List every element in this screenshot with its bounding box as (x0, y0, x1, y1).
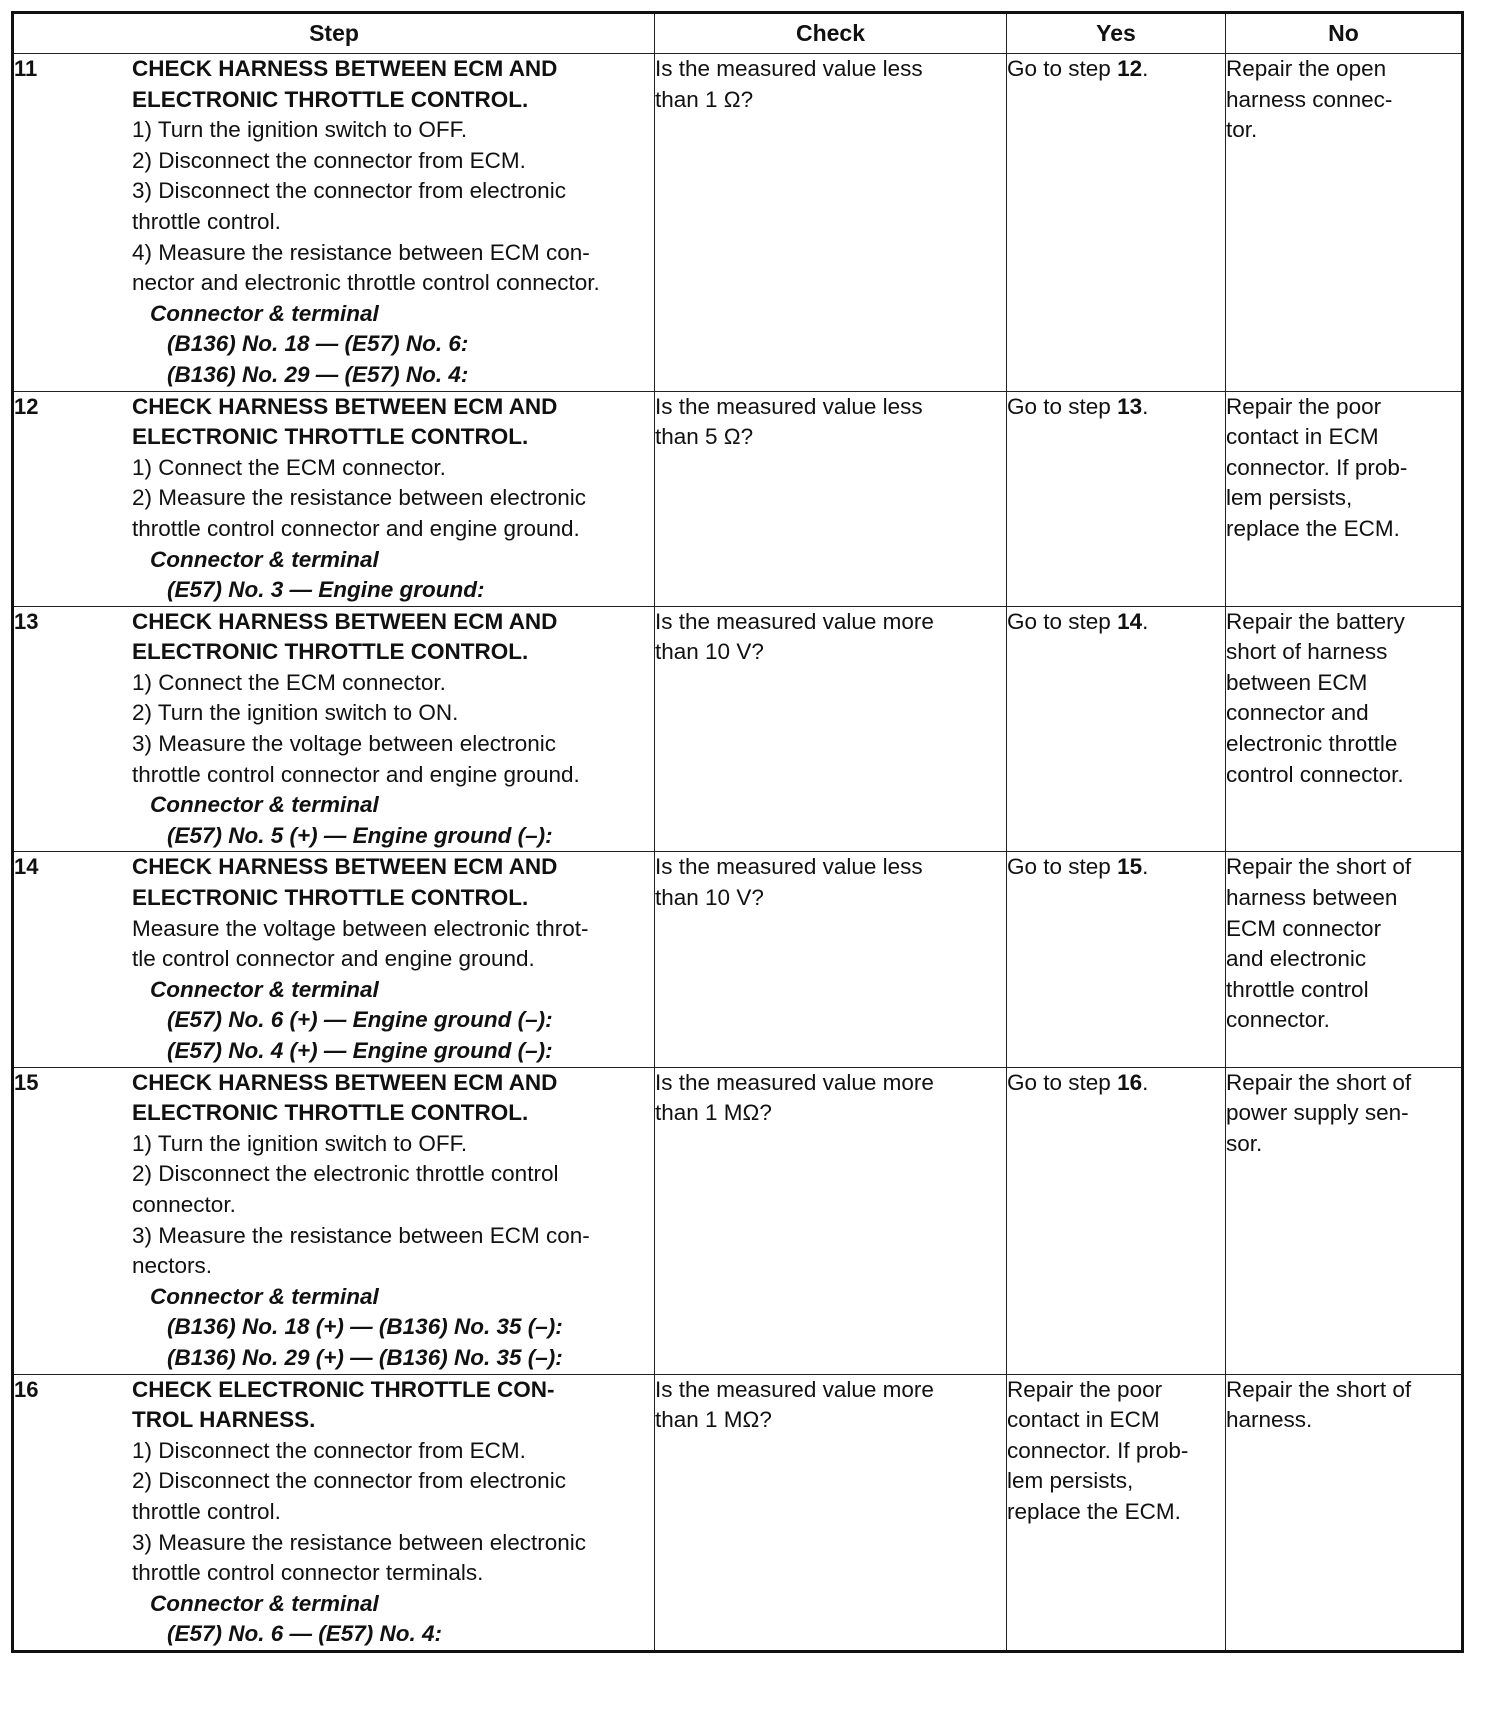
step-instruction-line: nectors. (132, 1253, 213, 1279)
no-line: contact in ECM (1226, 424, 1379, 450)
step-instruction-line: throttle control connector and engine ground. (132, 515, 580, 541)
step-number: 11 (14, 56, 38, 81)
yes-line (1007, 607, 1225, 638)
step-content (14, 392, 654, 606)
yes-cell (1007, 54, 1226, 392)
connector-terminal-item: (B136) No. 18 (+) — (B136) No. 35 (–): (167, 1314, 563, 1340)
step-title-line: ELECTRONIC THROTTLE CONTROL. (132, 1100, 529, 1126)
step-instruction-line: 2) Disconnect the connector from electronic (132, 1468, 566, 1494)
connector-terminal-label: Connector & terminal (150, 792, 379, 818)
no-cell (1226, 606, 1463, 852)
no-line: sor. (1226, 1130, 1263, 1156)
step-instruction-line: 1) Connect the ECM connector. (132, 454, 446, 480)
step-instruction-line: throttle control connector terminals. (132, 1560, 484, 1586)
step-title-line: TROL HARNESS. (132, 1407, 316, 1433)
step-instruction-line: 2) Measure the resistance between electronic (132, 485, 586, 511)
yes-line: connector. If prob- (1007, 1437, 1189, 1463)
no-line: lem persists, (1226, 485, 1353, 511)
step-instruction-line: throttle control. (132, 208, 281, 234)
yes-cell (1007, 606, 1226, 852)
step-instruction-line: 3) Measure the resistance between electronic (132, 1529, 586, 1555)
no-line: harness between (1226, 885, 1398, 911)
step-title-line: ELECTRONIC THROTTLE CONTROL. (132, 86, 529, 112)
yes-suffix: . (1142, 393, 1149, 419)
step-cell (13, 1374, 655, 1651)
no-line: connector and (1226, 700, 1369, 726)
check-line: than 10 V? (655, 639, 764, 665)
no-line: short of harness (1226, 639, 1388, 665)
step-cell (13, 852, 655, 1067)
step-body (132, 54, 654, 391)
step-instruction-line: 3) Measure the voltage between electronic (132, 731, 556, 757)
step-number: 12 (14, 393, 39, 419)
yes-cell (1007, 852, 1226, 1067)
step-instruction-line: 1) Turn the ignition switch to OFF. (132, 117, 468, 143)
yes-prefix: Go to step (1007, 393, 1118, 419)
yes-line: lem persists, (1007, 1468, 1134, 1494)
step-cell (13, 1067, 655, 1374)
step-instruction-line: throttle control. (132, 1498, 281, 1524)
step-content (14, 54, 654, 391)
step-title-line: CHECK HARNESS BETWEEN ECM AND (132, 56, 558, 81)
step-content (14, 1068, 654, 1374)
no-cell (1226, 391, 1463, 606)
connector-terminal-item: (E57) No. 3 — Engine ground: (167, 577, 485, 603)
check-line: Is the measured value less (655, 854, 923, 880)
step-title-line: ELECTRONIC THROTTLE CONTROL. (132, 885, 529, 911)
connector-terminal-item: (E57) No. 5 (+) — Engine ground (–): (167, 822, 553, 848)
yes-line: Repair the poor (1007, 1376, 1163, 1402)
connector-terminal-item: (B136) No. 18 — (E57) No. 6: (167, 331, 469, 357)
yes-prefix: Go to step (1007, 1069, 1118, 1095)
no-cell (1226, 852, 1463, 1067)
no-line: between ECM (1226, 669, 1368, 695)
connector-terminal-item: (B136) No. 29 — (E57) No. 4: (167, 361, 469, 387)
step-instruction-line: nector and electronic throttle control connector. (132, 270, 600, 296)
connector-terminal-label: Connector & terminal (150, 1283, 379, 1309)
connector-terminal-item: (E57) No. 6 — (E57) No. 4: (167, 1621, 443, 1647)
table-row (13, 391, 1463, 606)
no-line: Repair the poor (1226, 393, 1382, 419)
check-line: than 10 V? (655, 885, 764, 911)
connector-terminal-label: Connector & terminal (150, 1590, 379, 1616)
step-instruction-line: 4) Measure the resistance between ECM con- (132, 239, 590, 265)
table-row (13, 1374, 1463, 1651)
yes-cell (1007, 1067, 1226, 1374)
no-line: and electronic (1226, 946, 1367, 972)
header-row (13, 13, 1463, 54)
step-content (14, 607, 654, 852)
step-instruction-line: 1) Disconnect the connector from ECM. (132, 1437, 526, 1463)
yes-suffix: . (1142, 608, 1149, 634)
header-yes: Yes (1007, 13, 1226, 54)
header-step: Step (13, 13, 655, 54)
connector-terminal-label: Connector & terminal (150, 300, 379, 326)
no-line: harness connec- (1226, 86, 1393, 112)
step-instruction-line: 2) Disconnect the connector from ECM. (132, 147, 526, 173)
check-cell (655, 1067, 1007, 1374)
yes-step-number: 16 (1117, 1069, 1143, 1095)
connector-terminal-label: Connector & terminal (150, 976, 379, 1002)
yes-line: replace the ECM. (1007, 1498, 1181, 1524)
table-row (13, 1067, 1463, 1374)
step-body (132, 607, 654, 852)
step-instruction-line: 3) Measure the resistance between ECM con- (132, 1222, 590, 1248)
no-line: Repair the open (1226, 56, 1387, 81)
check-line: than 1 MΩ? (655, 1100, 772, 1126)
yes-line (1007, 852, 1225, 883)
yes-suffix: . (1142, 56, 1149, 81)
yes-step-number: 13 (1117, 393, 1143, 419)
yes-line (1007, 1068, 1225, 1099)
check-cell (655, 54, 1007, 392)
check-line: than 1 Ω? (655, 86, 754, 112)
step-body (132, 392, 654, 606)
step-cell (13, 606, 655, 852)
check-line: Is the measured value more (655, 608, 934, 634)
step-body (132, 1375, 654, 1650)
check-line: Is the measured value more (655, 1376, 934, 1402)
step-title-line: CHECK ELECTRONIC THROTTLE CON- (132, 1376, 555, 1402)
yes-prefix: Go to step (1007, 854, 1118, 880)
step-content (14, 1375, 654, 1650)
no-line: harness. (1226, 1407, 1313, 1433)
check-line: than 1 MΩ? (655, 1407, 772, 1433)
header-no: No (1226, 13, 1463, 54)
no-line: Repair the short of (1226, 1376, 1412, 1402)
step-instruction-line: tle control connector and engine ground. (132, 946, 535, 972)
no-line: electronic throttle (1226, 731, 1398, 757)
step-cell (13, 54, 655, 392)
no-line: Repair the battery (1226, 608, 1405, 634)
step-instruction-line: throttle control connector and engine ground. (132, 761, 580, 787)
no-cell (1226, 1374, 1463, 1651)
step-title-line: CHECK HARNESS BETWEEN ECM AND (132, 393, 558, 419)
step-instruction-line: 1) Connect the ECM connector. (132, 669, 446, 695)
step-title-line: ELECTRONIC THROTTLE CONTROL. (132, 639, 529, 665)
no-line: ECM connector (1226, 915, 1382, 941)
check-line: than 5 Ω? (655, 424, 754, 450)
yes-cell (1007, 1374, 1226, 1651)
yes-line: contact in ECM (1007, 1407, 1160, 1433)
yes-prefix: Go to step (1007, 608, 1118, 634)
connector-terminal-item: (B136) No. 29 (+) — (B136) No. 35 (–): (167, 1344, 563, 1370)
step-body (132, 1068, 654, 1374)
step-title-line: CHECK HARNESS BETWEEN ECM AND (132, 854, 558, 880)
check-line: Is the measured value less (655, 393, 923, 419)
connector-terminal-label: Connector & terminal (150, 546, 379, 572)
no-cell (1226, 1067, 1463, 1374)
step-number: 16 (14, 1376, 39, 1402)
step-instruction-line: 1) Turn the ignition switch to OFF. (132, 1130, 468, 1156)
check-line: Is the measured value less (655, 56, 923, 81)
no-line: Repair the short of (1226, 854, 1412, 880)
no-line: connector. If prob- (1226, 454, 1408, 480)
step-instruction-line: Measure the voltage between electronic throt- (132, 915, 589, 941)
check-cell (655, 606, 1007, 852)
yes-step-number: 12 (1117, 56, 1143, 81)
table-row (13, 852, 1463, 1067)
no-line: Repair the short of (1226, 1069, 1412, 1095)
step-cell (13, 391, 655, 606)
yes-step-number: 14 (1117, 608, 1143, 634)
step-instruction-line: 2) Turn the ignition switch to ON. (132, 700, 459, 726)
no-line: throttle control (1226, 976, 1369, 1002)
connector-terminal-item: (E57) No. 6 (+) — Engine ground (–): (167, 1007, 553, 1033)
check-line: Is the measured value more (655, 1069, 934, 1095)
yes-line (1007, 54, 1225, 85)
yes-prefix: Go to step (1007, 56, 1118, 81)
no-line: control connector. (1226, 761, 1404, 787)
yes-line (1007, 392, 1225, 423)
yes-suffix: . (1142, 1069, 1149, 1095)
yes-suffix: . (1142, 854, 1149, 880)
step-number: 13 (14, 608, 39, 634)
no-line: tor. (1226, 117, 1258, 143)
connector-terminal-item: (E57) No. 4 (+) — Engine ground (–): (167, 1038, 553, 1063)
step-number: 15 (14, 1069, 39, 1095)
step-instruction-line: 2) Disconnect the electronic throttle control (132, 1161, 559, 1187)
table-row (13, 606, 1463, 852)
step-instruction-line: connector. (132, 1191, 236, 1217)
no-line: replace the ECM. (1226, 515, 1400, 541)
header-check: Check (655, 13, 1007, 54)
yes-step-number: 15 (1117, 854, 1143, 880)
step-body (132, 852, 654, 1066)
diagnostic-procedure-table (11, 11, 1464, 1653)
no-cell (1226, 54, 1463, 392)
step-title-line: ELECTRONIC THROTTLE CONTROL. (132, 424, 529, 450)
table-row (13, 54, 1463, 392)
step-number: 14 (14, 854, 39, 880)
step-title-line: CHECK HARNESS BETWEEN ECM AND (132, 1069, 558, 1095)
yes-cell (1007, 391, 1226, 606)
check-cell (655, 852, 1007, 1067)
check-cell (655, 391, 1007, 606)
check-cell (655, 1374, 1007, 1651)
step-content (14, 852, 654, 1066)
step-title-line: CHECK HARNESS BETWEEN ECM AND (132, 608, 558, 634)
no-line: connector. (1226, 1007, 1330, 1033)
step-instruction-line: 3) Disconnect the connector from electronic (132, 178, 566, 204)
no-line: power supply sen- (1226, 1100, 1409, 1126)
